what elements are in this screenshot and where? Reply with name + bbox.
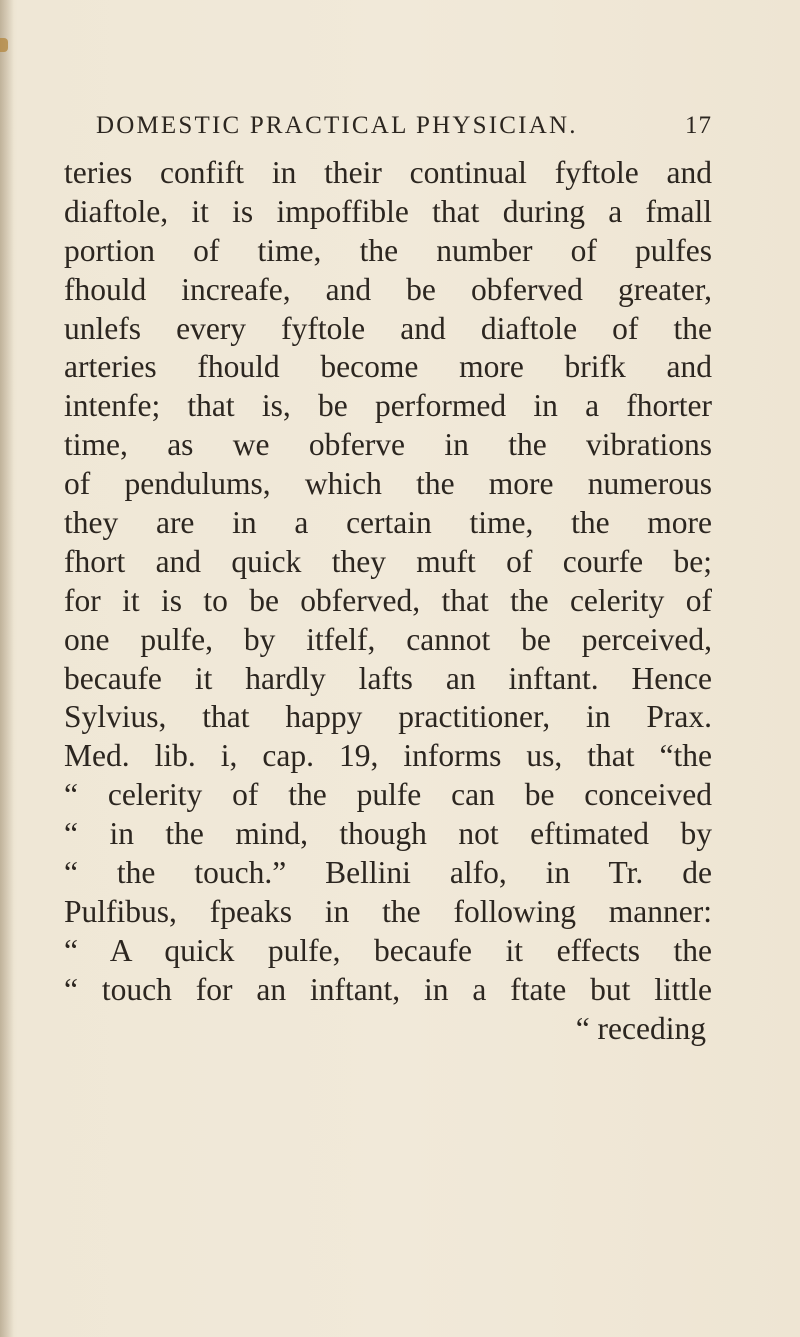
text-line: becaufe it hardly lafts an inftant. Hence — [64, 660, 712, 696]
text-line: Sylvius, that happy practitioner, in Prax. — [64, 699, 712, 735]
text-line: “ touch for an inftant, in a ftate but little — [64, 971, 712, 1007]
text-line: fhould increafe, and be obferved greater, — [64, 271, 712, 307]
text-line: they are in a certain time, the more — [64, 505, 712, 541]
running-head — [96, 106, 712, 146]
text-line: one pulfe, by itfelf, cannot be perceived, — [64, 621, 712, 657]
text-line: Pulfibus, fpeaks in the following manner: — [64, 893, 712, 929]
text-line: Med. lib. i, cap. 19, informs us, that “the — [64, 738, 712, 774]
text-line: portion of time, the number of pulfes — [64, 232, 712, 268]
text-line: “ A quick pulfe, becaufe it effects the — [64, 932, 712, 968]
text-line: for it is to be obferved, that the celerity of — [64, 582, 712, 618]
text-line: of pendulums, which the more numerous — [64, 466, 712, 502]
text-line: diaftole, it is impoffible that during a fmall — [64, 193, 712, 229]
text-line: arteries fhould become more brifk and — [64, 349, 712, 385]
text-line: “ in the mind, though not eftimated by — [64, 816, 712, 852]
body-text — [64, 154, 712, 1048]
text-line: time, as we obferve in the vibrations — [64, 427, 712, 463]
running-title: DOMESTIC PRACTICAL PHYSICIAN. — [96, 112, 578, 139]
text-line: “ the touch.” Bellini alfo, in Tr. de — [64, 855, 712, 891]
catchword: “ receding — [575, 1010, 706, 1046]
text-line: fhort and quick they muft of courfe be; — [64, 543, 712, 579]
gutter-shadow — [0, 0, 14, 1337]
text-line: intenfe; that is, be performed in a fhorter — [64, 388, 712, 424]
text-line: teries confift in their continual fyftole and — [64, 155, 712, 190]
text-line: “ celerity of the pulfe can be conceived — [64, 777, 712, 813]
page-number: 17 — [685, 112, 712, 139]
page-stain — [0, 38, 8, 52]
text-line: unlefs every fyftole and diaftole of the — [64, 310, 712, 346]
